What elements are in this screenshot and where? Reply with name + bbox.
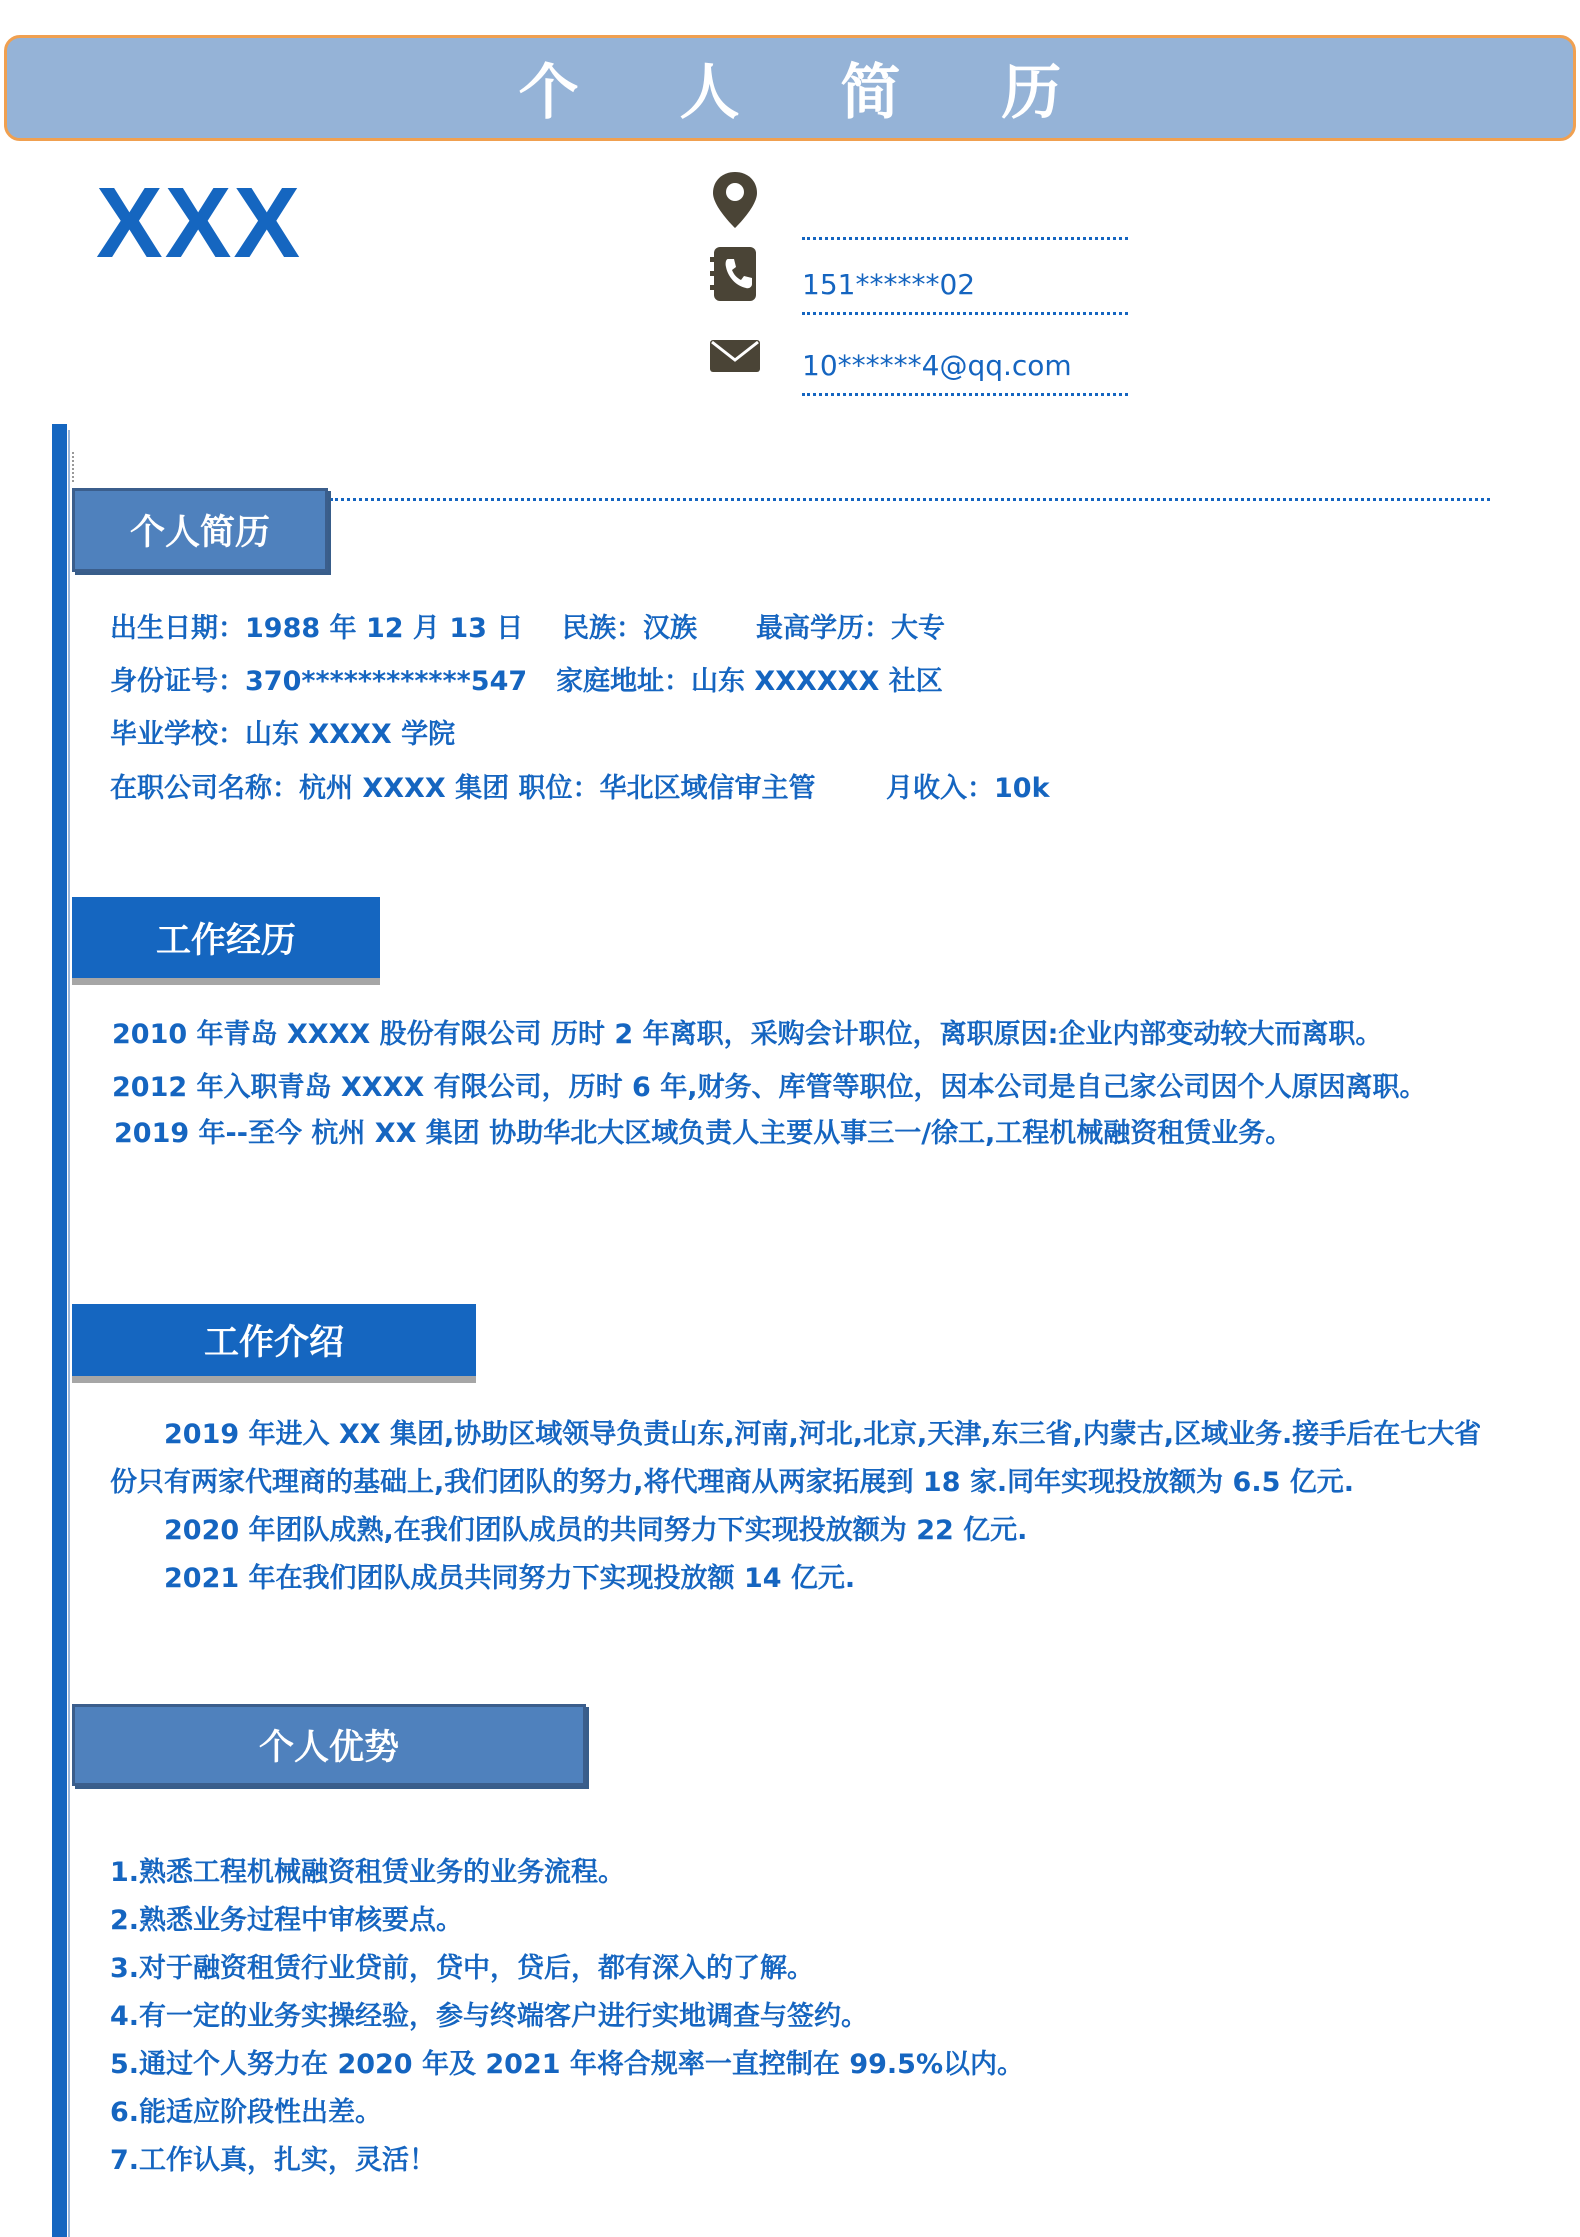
section-title: 个人优势 (258, 1728, 399, 1768)
education: 最高学历：大专 (756, 613, 945, 644)
section-header-experience (72, 897, 380, 985)
section-header-strengths (72, 1704, 586, 1786)
introduction-line: 2021 年在我们团队成员共同努力下实现投放额 14 亿元. (164, 1563, 856, 1594)
experience-line: 2010 年青岛 XXXX 股份有限公司 历时 2 年离职，采购会计职位，离职原因:企业内部变动较大而离职。 (112, 1019, 1383, 1050)
section-title: 个人简历 (129, 513, 270, 553)
contact-underline (802, 237, 1128, 240)
income: 月收入：10k (886, 773, 1050, 804)
contact-phone (708, 245, 1128, 315)
strength-item: 7.工作认真，扎实，灵活！ (110, 2145, 437, 2176)
phone-value: 151******02 (802, 268, 976, 301)
strength-item: 6.能适应阶段性出差。 (110, 2097, 383, 2128)
email-value: 10******4@qq.com (802, 349, 1072, 382)
experience-line: 2019 年--至今 杭州 XX 集团 协助华北大区域负责人主要从事三一/徐工,工程机械融资租赁业务。 (114, 1118, 1293, 1149)
id-number: 身份证号：370************547 (110, 666, 528, 697)
section-divider (330, 498, 1490, 501)
section-title: 工作介绍 (203, 1323, 344, 1363)
school: 毕业学校：山东 XXXX 学院 (110, 719, 456, 750)
introduction-line: 份只有两家代理商的基础上,我们团队的努力,将代理商从两家拓展到 18 家.同年实现投放额为 6.5 亿元. (110, 1467, 1355, 1498)
strength-item: 3.对于融资租赁行业贷前，贷中，贷后，都有深入的了解。 (110, 1953, 815, 1984)
left-rail-edge (68, 430, 70, 2237)
home-address: 家庭地址：山东 XXXXXX 社区 (556, 666, 943, 697)
contact-underline (802, 393, 1128, 396)
phone-book-icon (708, 245, 762, 305)
page-title: 个 人 简 历 (518, 58, 1102, 128)
company-position: 在职公司名称：杭州 XXXX 集团 职位：华北区域信审主管 (110, 773, 816, 804)
contact-underline (802, 312, 1128, 315)
contact-location (708, 170, 1128, 240)
introduction-line: 2020 年团队成熟,在我们团队成员的共同努力下实现投放额为 22 亿元. (164, 1515, 1028, 1546)
experience-line: 2012 年入职青岛 XXXX 有限公司，历时 6 年,财务、库管等职位，因本公司是自己家公司因个人原因离职。 (112, 1072, 1427, 1103)
contact-email (708, 326, 1128, 396)
section-title: 工作经历 (155, 920, 296, 961)
introduction-line: 2019 年进入 XX 集团,协助区域领导负责山东,河南,河北,北京,天津,东三省,内蒙古,区域业务.接手后在七大省 (164, 1419, 1482, 1450)
birth-date: 出生日期：1988 年 12 月 13 日 (110, 613, 524, 644)
strength-item: 4.有一定的业务实操经验，参与终端客户进行实地调查与签约。 (110, 2001, 869, 2032)
section-header-profile (72, 488, 328, 572)
person-name: XXX (96, 167, 303, 279)
ethnicity: 民族：汉族 (562, 613, 697, 644)
rail-marker (72, 452, 82, 482)
strength-item: 2.熟悉业务过程中审核要点。 (110, 1905, 464, 1936)
envelope-icon (708, 326, 762, 386)
location-pin-icon (708, 170, 762, 230)
left-rail (52, 424, 67, 2237)
strength-item: 1.熟悉工程机械融资租赁业务的业务流程。 (110, 1857, 626, 1888)
section-header-introduction (72, 1304, 476, 1383)
title-banner (4, 35, 1576, 141)
strength-item: 5.通过个人努力在 2020 年及 2021 年将合规率一直控制在 99.5%以内。 (110, 2049, 1025, 2080)
